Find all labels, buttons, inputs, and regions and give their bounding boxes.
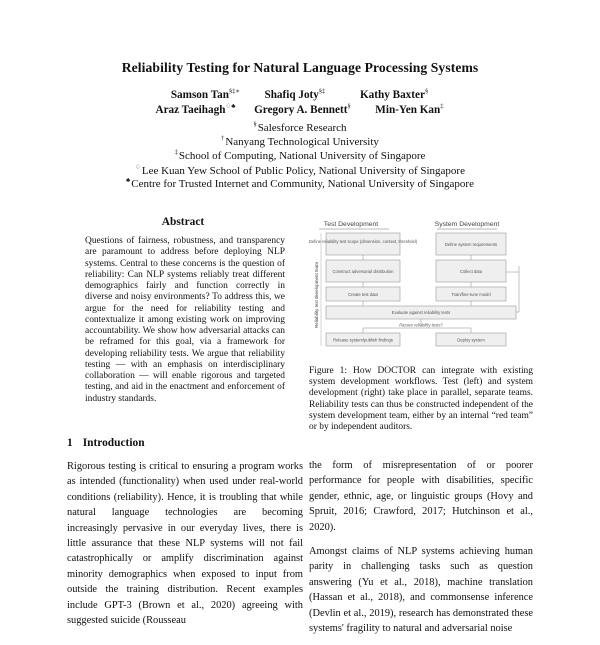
author: Shafiq Joty§‡: [264, 88, 326, 101]
paper-title: Reliability Testing for Natural Language Processing Systems: [121, 60, 479, 75]
affiliation: §Salesforce Research: [253, 121, 347, 134]
authors-line-2: [0, 102, 600, 116]
fig-pass-label: Passes reliability tests?: [399, 322, 443, 328]
affiliation: ♣Centre for Trusted Internet and Community, National University of Singapore: [126, 177, 474, 190]
author: Min-Yen Kan‡: [375, 103, 444, 116]
fig-box-label: Create test data: [348, 292, 378, 297]
fig-box-label: Deploy system: [457, 337, 485, 343]
authors-line-1: [0, 87, 600, 101]
affiliation: ♢Lee Kuan Yew School of Public Policy, National University of Singapore: [135, 164, 465, 177]
section-heading: 1 Introduction: [67, 437, 145, 449]
figure-1-diagram: [309, 218, 533, 356]
paragraph: the form of misrepresentation of or poorer performance for people with disabilities, specific gender, ethnic, age, or linguistic groups (Hovy and Spruit, 2016; Crawford, 2017; Hutchinson et al., 2020).: [309, 460, 533, 533]
fig-left-header: Test Development: [323, 221, 379, 228]
abstract-text: Questions of fairness, robustness, and transparency are paramount to address before deploying NLP systems. Central to these concerns is the question of reliability: Can NLP systems reliably treat different demographics fairly and function correctly in diverse and noisy environments? To address this, we argue for the need for reliability testing and contextualize it among existing work on improving accountability. We show how adversarial attacks can be reframed for this goal, via a framework for developing reliability tests. We argue that reliability testing — with an emphasis on interdisciplinary collaboration — will enable rigorous and targeted testing, and aid in the enactment and enforcement of industry standards.: [85, 236, 285, 404]
abstract-heading: Abstract: [161, 216, 205, 228]
figure-caption: Figure 1: How DOCTOR can integrate with existing system development workflows. Test (left) and system development (right) take place in parallel, separate teams. Reliability tests can thus be constructed independent of the system development team, either by an internal “red team” or by independent auditors.: [309, 366, 533, 433]
fig-box-label: Construct adversarial distribution: [332, 269, 394, 274]
fig-wide-box-label: Evaluate against reliability tests: [391, 310, 451, 315]
author: Samson Tan§‡∗: [170, 88, 240, 101]
fig-box-label: Collect data: [459, 269, 483, 274]
fig-box-label: Define system requirements: [444, 242, 498, 247]
affiliation: †Nanyang Technological University: [221, 135, 379, 148]
paragraph: Amongst claims of NLP systems achieving human parity in challenging tasks such as question answering (Yu et al., 2018), machine translation (Hassan et al., 2018), and commonsense inference (Devlin et al., 2019), research has demonstrated these systems' fragility to natural and adversarial noise: [309, 546, 533, 635]
author: Gregory A. Bennett§: [254, 103, 351, 116]
body-text-left: Rigorous testing is critical to ensuring a program works as intended (functionality) when used under real-world conditions (reliability). Hence, it is troubling that while natural language technologies are becoming increasingly pervasive in our everyday lives, there is little assurance that these NLP systems will not fail catastrophically or amplify discrimination against minority demographics when exposed to input from outside the training distribution. Recent examples include GPT-3 (Brown et al., 2020) agreeing with suggested suicide (Rousseau: [67, 461, 303, 627]
fig-box-label: Train/fine-tune model: [451, 292, 491, 297]
fig-box-label: Release system/publish findings: [333, 337, 393, 343]
fig-box: [326, 233, 400, 255]
author: Kathy Baxter§: [359, 88, 429, 101]
fig-side-label: Reliability test development team: [314, 261, 319, 328]
author: Araz Taeihagh♢♣: [155, 103, 236, 116]
fig-right-header: System Development: [434, 221, 500, 228]
body-text-right: [309, 458, 533, 645]
fig-box-label: Define reliability test scope (dimension, context, threshold): [309, 239, 418, 244]
affiliation: ‡School of Computing, National University of Singapore: [174, 149, 426, 162]
